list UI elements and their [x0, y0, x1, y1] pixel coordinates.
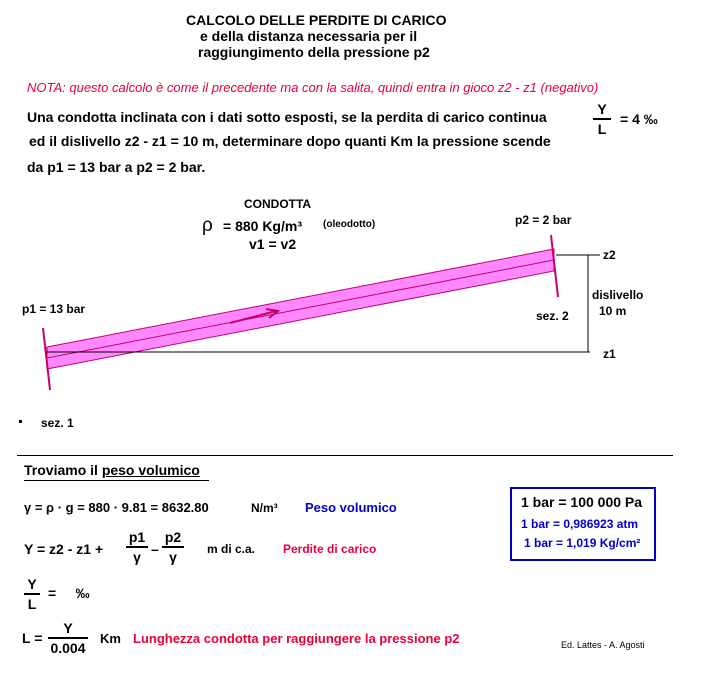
rho-note: (oleodotto) [323, 219, 376, 230]
fraction-bar [162, 546, 184, 548]
losses-lhs: Y = z2 - z1 + [24, 541, 104, 557]
stray-dot [19, 420, 22, 423]
losses-unit: m di c.a. [207, 542, 256, 556]
losses-fraction-p1 [126, 529, 148, 565]
fraction-bar [48, 637, 88, 639]
p1-label: p1 = 13 bar [22, 302, 86, 316]
heading-underline-rule [24, 480, 209, 481]
losses-minus: – [151, 541, 159, 557]
dislivello-label: dislivello [592, 288, 644, 302]
length-unit: Km [100, 631, 121, 646]
credit-text: Ed. Lattes - A. Agosti [561, 640, 645, 650]
rho-symbol: ρ [202, 215, 213, 236]
losses-fraction-p2 [162, 529, 184, 565]
pipe-centerline [47, 260, 554, 358]
problem-line-1: Una condotta inclinata con i dati sotto esposti, se la perdita di carico continua [27, 109, 547, 125]
p2-label: p2 = 2 bar [515, 213, 572, 227]
dislivello-value: 10 m [599, 304, 627, 318]
problem-line-3: da p1 = 13 bar a p2 = 2 bar. [27, 159, 206, 175]
fraction-bar [126, 546, 148, 548]
z2-label: z2 [603, 248, 616, 262]
sez1-label: sez. 1 [41, 416, 74, 430]
section-heading-prefix: Troviamo il [24, 462, 102, 478]
losses-f1-den: γ [133, 549, 141, 565]
title-line-1: CALCOLO DELLE PERDITE DI CARICO [186, 12, 447, 28]
gamma-label: Peso volumico [305, 500, 397, 515]
title-line-3: raggiungimento della pressione p2 [198, 44, 430, 60]
length-den: 0.004 [50, 640, 86, 656]
losses-label: Perdite di carico [283, 542, 377, 556]
sez2-label: sez. 2 [536, 309, 569, 323]
losses-f2-num: p2 [164, 529, 182, 545]
gamma-unit: N/m³ [251, 501, 278, 515]
problem-line-2: ed il dislivello z2 - z1 = 10 m, determinare dopo quanti Km la pressione scende [29, 133, 551, 149]
conversion-atm: 1 bar = 0,986923 atm [521, 517, 639, 531]
length-label: Lunghezza condotta per raggiungere la pressione p2 [133, 631, 460, 646]
length-num: Y [63, 620, 73, 636]
fraction-bar [24, 593, 40, 595]
ratio-rhs: = ‰ [48, 585, 90, 601]
length-lhs: L = [22, 630, 43, 646]
section-heading [24, 462, 200, 478]
z1-label: z1 [603, 347, 616, 361]
section-divider [17, 455, 673, 456]
gamma-formula: γ = ρ · g = 880 · 9.81 = 8632.80 [24, 500, 209, 515]
ratio-fraction [24, 576, 40, 612]
conversion-pa: 1 bar = 100 000 Pa [521, 494, 643, 510]
rho-value: = 880 Kg/m³ [223, 218, 302, 234]
velocity-label: v1 = v2 [249, 236, 297, 252]
problem-ratio-den: L [597, 121, 607, 137]
title-line-2: e della distanza necessaria per il [200, 28, 418, 44]
length-fraction [48, 620, 88, 656]
conversion-kgcm2: 1 bar = 1,019 Kg/cm² [524, 536, 641, 550]
problem-ratio-value: = 4 ‰ [620, 111, 658, 127]
losses-f1-num: p1 [128, 529, 146, 545]
ratio-den: L [27, 596, 37, 612]
ratio-num: Y [27, 576, 37, 592]
losses-f2-den: γ [169, 549, 177, 565]
unit-conversion-box [510, 487, 656, 561]
section-heading-underlined: peso volumico [101, 462, 200, 478]
note-text: NOTA: questo calcolo è come il precedente ma con la salita, quindi entra in gioco z2 - z1 (negativo) [27, 80, 599, 95]
diagram-heading: CONDOTTA [244, 197, 312, 211]
problem-ratio-num: Y [597, 101, 607, 117]
